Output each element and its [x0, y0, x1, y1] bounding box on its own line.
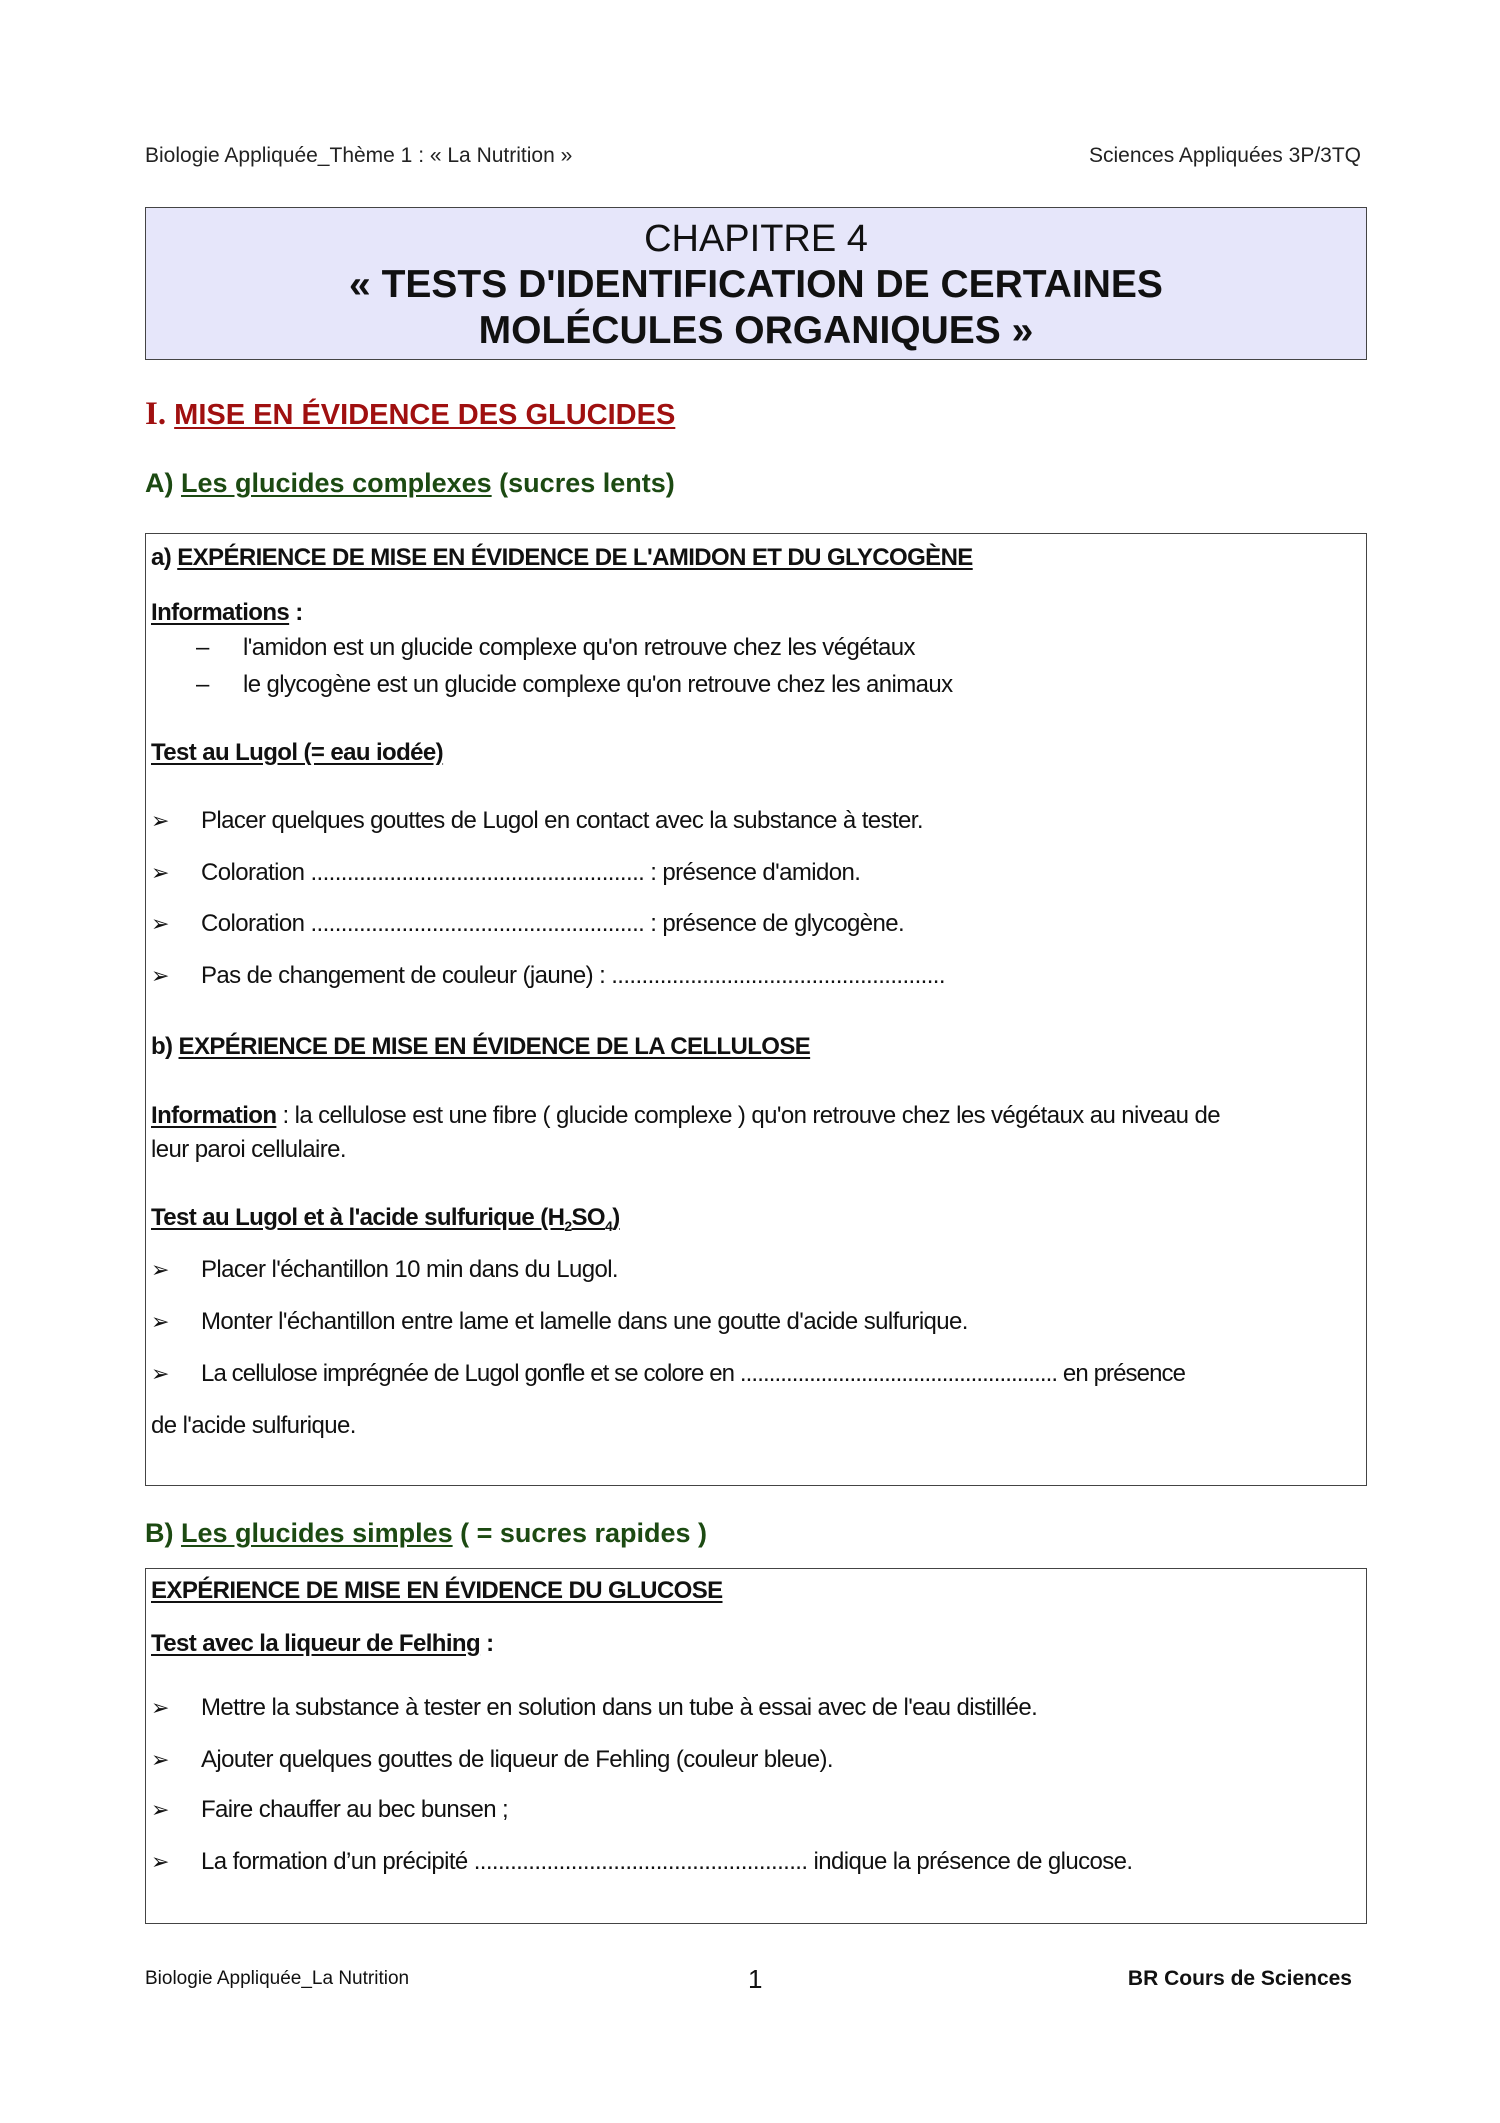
arrow-bullet-icon: ➢ — [151, 1257, 170, 1282]
arrow-bullet-icon: ➢ — [151, 911, 170, 936]
heading-text: Test avec la liqueur de Felhing — [151, 1630, 481, 1657]
heading-text: EXPÉRIENCE DE MISE EN ÉVIDENCE DE LA CELLULOSE — [178, 1033, 811, 1060]
sulfuric-step: Monter l'échantillon entre lame et lamelle dans une goutte d'acide sulfurique. — [201, 1308, 968, 1335]
felhing-test-heading — [151, 1630, 494, 1658]
informations-label — [151, 599, 303, 627]
arrow-bullet-icon: ➢ — [151, 1797, 170, 1822]
lugol-step: Placer quelques gouttes de Lugol en contact avec la substance à tester. — [201, 807, 923, 834]
subsection-prefix: B) — [145, 1518, 174, 1548]
arrow-bullet-icon: ➢ — [151, 1849, 170, 1874]
subscript: 2 — [564, 1217, 572, 1234]
subsection-suffix: ( = sucres rapides ) — [460, 1518, 708, 1548]
heading-part: ) — [612, 1204, 620, 1231]
sulfuric-test-heading — [151, 1204, 620, 1234]
subscript: 4 — [605, 1217, 613, 1234]
lugol-step: Coloration ....................................................... : présence d'amidon. — [201, 859, 861, 886]
glucose-step: La formation d’un précipité ....................................................... indique la présence de glucose. — [201, 1848, 1133, 1875]
page-number: 1 — [748, 1964, 763, 1994]
section-label: MISE EN ÉVIDENCE DES GLUCIDES — [174, 399, 676, 431]
lugol-heading-text: Test au Lugol (= eau iodée) — [151, 739, 444, 766]
subsection-prefix: A) — [145, 468, 174, 498]
glucose-step: Ajouter quelques gouttes de liqueur de Fehling (couleur bleue). — [201, 1746, 833, 1773]
cellulose-info — [151, 1102, 1220, 1130]
chapter-title-box — [145, 207, 1367, 360]
info-label: Informations — [151, 599, 290, 626]
experiment-a-heading — [151, 544, 973, 572]
info-colon: : — [295, 599, 303, 626]
section-heading-1 — [145, 396, 675, 433]
sulfuric-heading-text — [151, 1204, 620, 1234]
lugol-step: Coloration ....................................................... : présence de glycogène. — [201, 910, 905, 937]
subsection-heading-b — [145, 1518, 707, 1549]
cellulose-info-continued: leur paroi cellulaire. — [151, 1136, 346, 1163]
footer-left: Biologie Appliquée_La Nutrition — [145, 1968, 410, 1989]
sulfuric-step-continued: de l'acide sulfurique. — [151, 1412, 356, 1439]
heading-colon: : — [486, 1630, 494, 1657]
lugol-step: Pas de changement de couleur (jaune) : ....................................................... — [201, 962, 945, 989]
info-label: Information — [151, 1102, 277, 1129]
subsection-label: Les glucides simples — [181, 1518, 453, 1548]
arrow-bullet-icon: ➢ — [151, 963, 170, 988]
header-right: Sciences Appliquées 3P/3TQ — [1089, 144, 1361, 167]
lugol-test-heading — [151, 739, 443, 767]
glucose-experiment-heading — [151, 1577, 723, 1605]
heading-text: EXPÉRIENCE DE MISE EN ÉVIDENCE DE L'AMIDON ET DU GLYCOGÈNE — [177, 544, 973, 571]
heading-part: SO — [571, 1204, 605, 1231]
arrow-bullet-icon: ➢ — [151, 1309, 170, 1334]
arrow-bullet-icon: ➢ — [151, 1747, 170, 1772]
chapter-title-line1: « TESTS D'IDENTIFICATION DE CERTAINES — [349, 263, 1163, 306]
info-item: l'amidon est un glucide complexe qu'on retrouve chez les végétaux — [243, 634, 915, 661]
dash-icon: – — [196, 671, 209, 698]
chapter-title-line2: MOLÉCULES ORGANIQUES » — [478, 309, 1034, 352]
section-number: I. — [145, 396, 167, 432]
heading-text: EXPÉRIENCE DE MISE EN ÉVIDENCE DU GLUCOSE — [151, 1577, 723, 1604]
arrow-bullet-icon: ➢ — [151, 808, 170, 833]
glucose-step: Faire chauffer au bec bunsen ; — [201, 1796, 509, 1823]
arrow-bullet-icon: ➢ — [151, 1361, 170, 1386]
subsection-heading-a — [145, 468, 675, 499]
arrow-bullet-icon: ➢ — [151, 1695, 170, 1720]
sulfuric-step: La cellulose imprégnée de Lugol gonfle et se colore en ....................................................... en présence — [201, 1360, 1186, 1387]
heading-part: Test au Lugol et à l'acide sulfurique (H — [151, 1204, 565, 1231]
experiment-b-heading — [151, 1033, 810, 1061]
arrow-bullet-icon: ➢ — [151, 860, 170, 885]
info-text: : la cellulose est une fibre ( glucide complexe ) qu'on retrouve chez les végétaux au niveau de — [276, 1102, 1220, 1129]
subsection-label: Les glucides complexes — [181, 468, 492, 498]
heading-prefix: b) — [151, 1033, 173, 1060]
heading-prefix: a) — [151, 544, 172, 571]
subsection-suffix: (sucres lents) — [499, 468, 675, 498]
header-left: Biologie Appliquée_Thème 1 : « La Nutrition » — [145, 144, 573, 167]
glucose-step: Mettre la substance à tester en solution dans un tube à essai avec de l'eau distillée. — [201, 1694, 1038, 1721]
dash-icon: – — [196, 634, 209, 661]
footer-right: BR Cours de Sciences — [1127, 1967, 1352, 1990]
chapter-number: CHAPITRE 4 — [644, 218, 868, 260]
sulfuric-step: Placer l'échantillon 10 min dans du Lugol. — [201, 1256, 618, 1283]
info-item: le glycogène est un glucide complexe qu'on retrouve chez les animaux — [243, 671, 953, 698]
